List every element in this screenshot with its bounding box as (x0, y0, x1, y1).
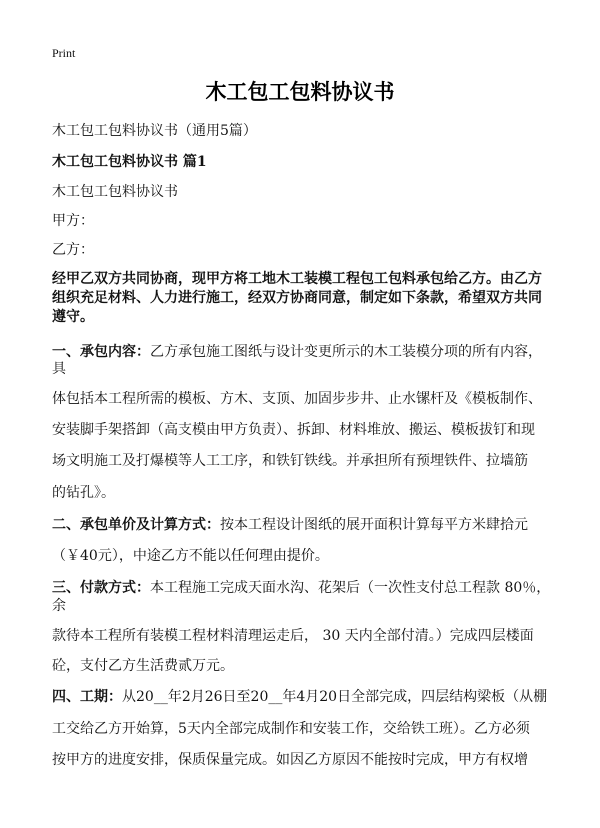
doc-name: 木工包工包料协议书 (52, 184, 178, 200)
clause2-line2: （￥40元），中途乙方不能以任何理由提价。 (52, 548, 329, 564)
section-heading: 木工包工包料协议书 篇1 (52, 154, 207, 170)
clause3-line2: 余 (52, 598, 66, 614)
document-subtitle: 木工包工包料协议书（通用5篇） (52, 123, 257, 139)
clause2-line1 (52, 516, 528, 534)
clause2-label: 二、承包单价及计算方式： (52, 517, 220, 533)
clause1-line2: 具 (52, 361, 66, 377)
clause3-label: 三、付款方式： (52, 580, 150, 596)
clause4-text-a: 从20__年2月26日至20__年4月20日全部完成，四层结构梁板（从棚 (122, 689, 548, 705)
intro-paragraph: 经甲乙双方共同协商，现甲方将工地木工装模工程包工包料承包给乙方。由乙方组织充足材料、人力进行施工，经双方协商同意，制定如下条款，希望双方共同遵守。 (52, 271, 542, 325)
clause4-line3: 按甲方的进度安排，保质保量完成。如因乙方原因不能按时完成，甲方有权增 (52, 752, 528, 768)
clause3-text-a: 本工程施工完成天面水沟、花架后（一次性支付总工程款 80％， (150, 580, 551, 596)
clause4-line1 (52, 688, 547, 706)
clause1-line5: 场文明施工及打爆模等人工工序，和铁钉铁线。并承担所有预埋铁件、拉墙筋 (52, 453, 528, 469)
clause4-label: 四、工期： (52, 689, 122, 705)
clause1-line6: 的钻孔》。 (52, 485, 115, 501)
clause3-line1 (52, 579, 550, 597)
clause1-line4: 安装脚手架搭卸（高支模由甲方负责）、拆卸、材料堆放、搬运、模板拔钉和现 (52, 422, 535, 438)
clause3-line4: 砼，支付乙方生活费贰万元。 (52, 658, 234, 674)
clause2-text-a: 按本工程设计图纸的展开面积计算每平方米肆拾元 (220, 517, 528, 533)
clause1-line1 (52, 343, 542, 361)
clause1-line3: 体包括本工程所需的模板、方木、支顶、加固步步井、止水镙杆及《模板制作、 (52, 391, 542, 407)
clause4-line2: 工交给乙方开始算，5天内全部完成制作和安装工作，交给铁工班）。乙方必须 (52, 721, 530, 737)
print-label[interactable]: Print (52, 46, 76, 60)
party-b: 乙方： (52, 242, 94, 258)
party-a: 甲方： (52, 213, 94, 229)
clause1-label: 一、承包内容： (52, 344, 150, 360)
clause3-line3: 款待本工程所有装模工程材料清理运走后， 30 天内全部付清。）完成四层楼面 (52, 628, 534, 644)
clause1-text-a: 乙方承包施工图纸与设计变更所示的木工装模分项的所有内容， (150, 344, 542, 360)
document-title: 木工包工包料协议书 (205, 80, 395, 104)
